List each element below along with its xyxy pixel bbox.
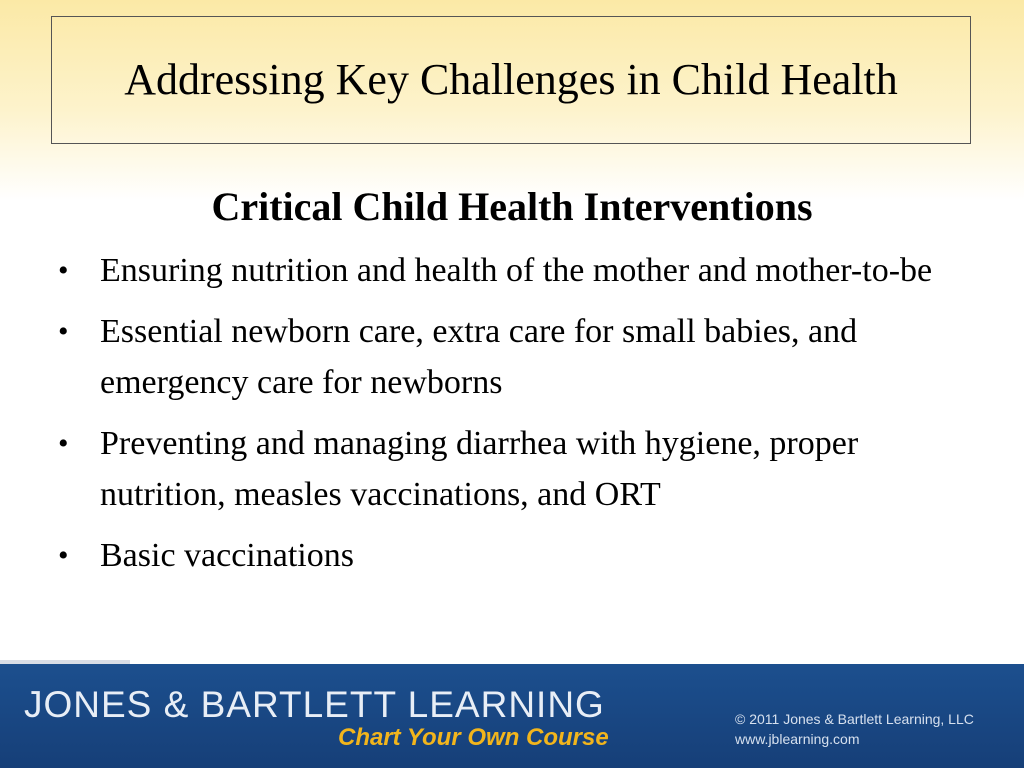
bullet-icon: •	[58, 315, 69, 348]
bullet-item	[58, 245, 958, 296]
publisher-footer	[0, 664, 1024, 768]
publisher-logo: JONES & BARTLETT LEARNING	[24, 684, 605, 725]
bullet-text: Essential newborn care, extra care for small babies, and emergency care for newborns	[100, 313, 858, 401]
slide-title: Addressing Key Challenges in Child Health	[124, 55, 898, 104]
bullet-text: Preventing and managing diarrhea with hygiene, proper nutrition, measles vaccinations, and ORT	[100, 425, 859, 513]
bullet-item	[58, 418, 958, 520]
bullet-item	[58, 306, 958, 408]
slide-subtitle: Critical Child Health Interventions	[211, 184, 813, 229]
bullet-text: Basic vaccinations	[100, 537, 354, 574]
website-url: www.jblearning.com	[735, 731, 860, 747]
bullet-icon: •	[58, 254, 69, 287]
title-box	[51, 16, 971, 144]
bullet-item	[58, 530, 958, 581]
bullet-list	[58, 245, 958, 591]
bullet-icon: •	[58, 427, 69, 460]
publisher-tagline: Chart Your Own Course	[338, 724, 609, 751]
bullet-icon: •	[58, 539, 69, 572]
copyright-notice: © 2011 Jones & Bartlett Learning, LLC	[735, 711, 974, 727]
bullet-text: Ensuring nutrition and health of the mother and mother-to-be	[100, 252, 933, 289]
